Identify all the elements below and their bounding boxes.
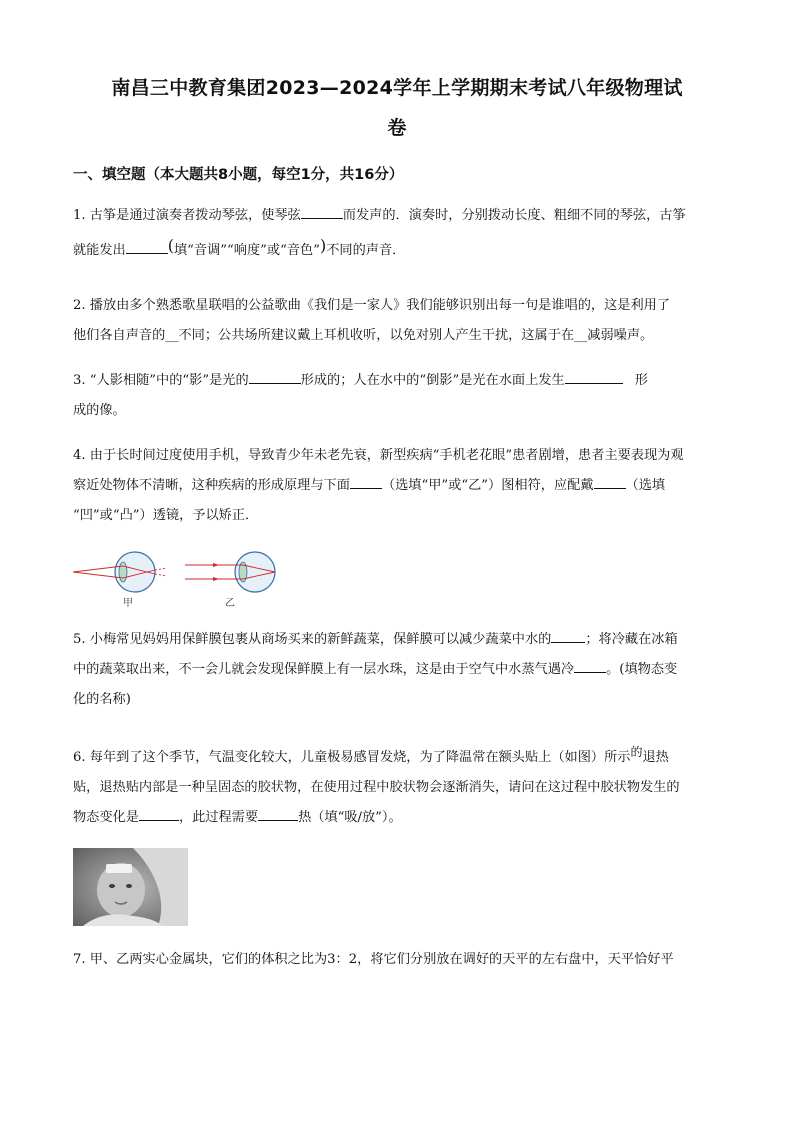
question-text: 物态变化是 <box>73 810 139 825</box>
question-text: 的 <box>630 745 643 759</box>
answer-blank[interactable] <box>574 658 606 673</box>
question-text: 甲、乙两实心金属块，它们的体积之比为3：2，将它们分别放在调好的天平的左右盘中，天平恰好平 <box>89 952 674 967</box>
question-number: 5. <box>73 632 86 647</box>
question-text: （选填 <box>625 478 666 493</box>
answer-blank[interactable] <box>301 204 343 219</box>
question-text: 成的像。 <box>73 403 126 418</box>
question-number: 2. <box>73 298 86 313</box>
question-text: 察近处物体不清晰，这种疾病的形成原理与下面 <box>73 478 350 493</box>
question-text: 化的名称) <box>73 692 131 707</box>
section-heading: 一、填空题（本大题共8小题，每空1分，共16分） <box>73 167 404 183</box>
question-text: 退热 <box>642 750 669 765</box>
question-4 <box>73 441 723 531</box>
eye-a-diagram <box>73 552 167 592</box>
question-text: 每年到了这个季节，气温变化较大，儿童极易感冒发烧，为了降温常在额头贴上（如图）所示 <box>89 750 631 765</box>
question-6 <box>73 737 723 833</box>
question-text: 小梅常见妈妈用保鲜膜包裹从商场买来的新鲜蔬菜，保鲜膜可以减少蔬菜中水的 <box>89 632 552 647</box>
question-text: ；将冷藏在冰箱 <box>585 632 678 647</box>
question-number: 6. <box>73 750 86 765</box>
question-text: 他们各自声音的__不同；公共场所建议戴上耳机收听，以免对别人产生干扰，这属于在__减弱噪声。 <box>73 328 654 343</box>
child-fever-patch-photo <box>73 848 188 926</box>
eye-b-diagram <box>185 552 275 592</box>
question-text: 形 <box>634 373 648 388</box>
page-title-line1: 南昌三中教育集团2023—2024学年上学期期末考试八年级物理试 <box>111 77 683 99</box>
question-text: 就能发出 <box>73 243 126 258</box>
answer-blank[interactable] <box>258 806 298 821</box>
question-text: “凹”或“凸”）透镜，予以矫正． <box>73 508 259 523</box>
answer-blank[interactable] <box>565 369 623 384</box>
answer-blank[interactable] <box>139 806 179 821</box>
answer-blank[interactable] <box>594 474 626 489</box>
answer-blank[interactable] <box>551 628 585 643</box>
figure-label-b: 乙 <box>225 598 235 609</box>
question-5 <box>73 625 723 715</box>
question-text: “人影相随”中的“影”是光的 <box>89 373 249 388</box>
question-number: 3. <box>73 373 86 388</box>
question-text: 播放由多个熟悉歌星联唱的公益歌曲《我们是一家人》我们能够识别出每一句是谁唱的，这是利用了 <box>89 298 671 313</box>
open-paren: ( <box>167 236 174 255</box>
question-number: 4. <box>73 448 86 463</box>
question-2 <box>73 291 723 351</box>
answer-blank[interactable] <box>126 239 168 254</box>
close-paren: ) <box>319 236 327 255</box>
eye-diagram <box>73 548 283 612</box>
question-text: 贴，退热贴内部是一种呈固态的胶状物，在使用过程中胶状物会逐渐消失，请问在这过程中胶状物发生的 <box>73 780 680 795</box>
question-number: 1. <box>73 208 86 223</box>
question-number: 7. <box>73 952 86 967</box>
question-3 <box>73 366 723 426</box>
answer-blank[interactable] <box>249 369 301 384</box>
question-1 <box>73 201 723 266</box>
page-title-line2: 卷 <box>387 117 407 139</box>
question-text: ，此过程需要 <box>178 810 259 825</box>
question-text: 而发声的．演奏时，分别拨动长度、粗细不同的琴弦，古筝 <box>342 208 686 223</box>
question-text: 中的蔬菜取出来，不一会儿就会发现保鲜膜上有一层水珠，这是由于空气中水蒸气遇冷 <box>73 662 575 677</box>
question-text: 由于长时间过度使用手机，导致青少年未老先衰，新型疾病“手机老花眼”患者剧增，患者主要表现为观 <box>89 448 684 463</box>
question-text: 形成的；人在水中的“倒影”是光在水面上发生 <box>300 373 565 388</box>
question-text: 。(填物态变 <box>606 662 678 677</box>
question-text: （选填“甲”或“乙”）图相符，应配戴 <box>381 478 594 493</box>
answer-blank[interactable] <box>350 474 382 489</box>
question-7 <box>73 945 723 975</box>
question-text: 不同的声音． <box>326 243 406 258</box>
question-text: 古筝是通过演奏者拨动琴弦，使琴弦 <box>89 208 301 223</box>
question-text: 填“音调”“响度”或“音色” <box>174 243 320 258</box>
question-text: 热（填“吸/放”）。 <box>298 810 402 825</box>
figure-label-a: 甲 <box>123 598 133 609</box>
